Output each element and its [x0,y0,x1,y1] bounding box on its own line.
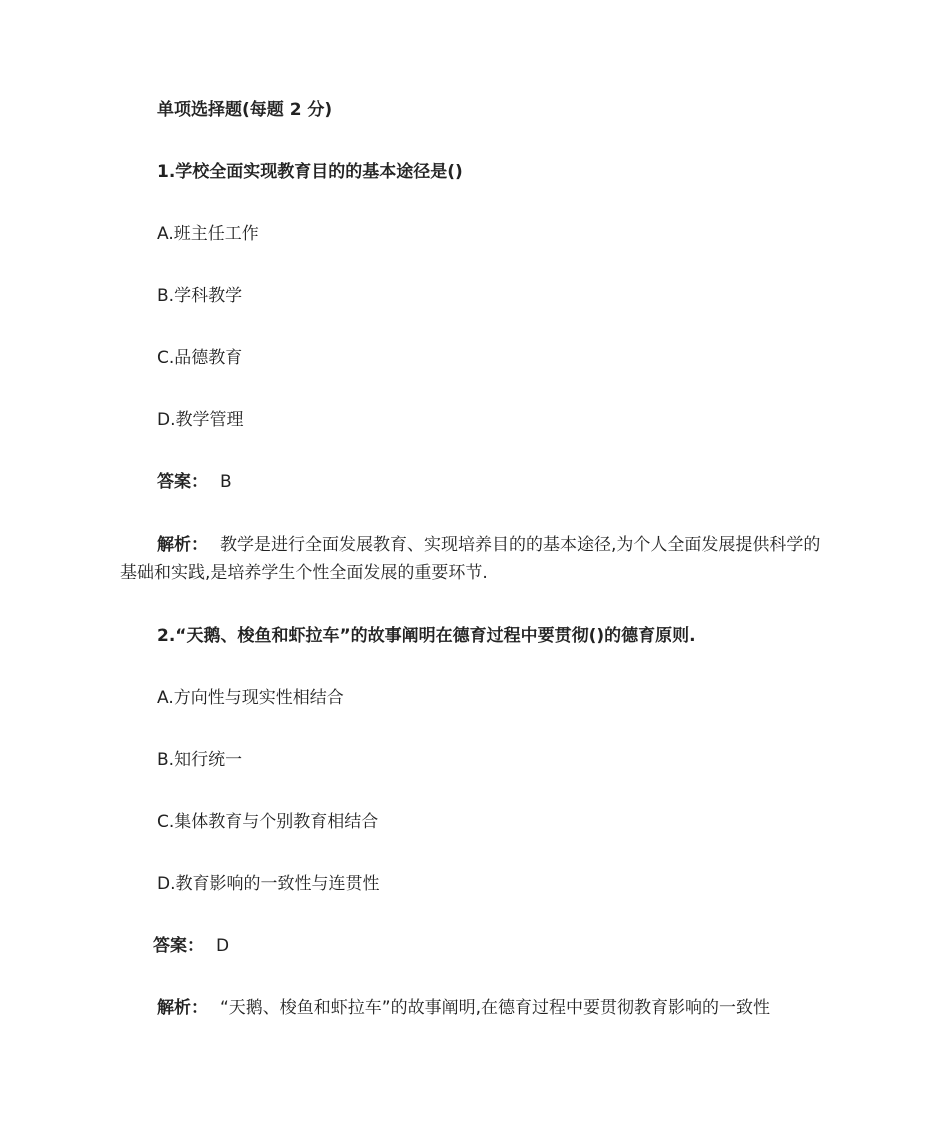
question-stem: 2.“天鹅、梭鱼和虾拉车”的故事阐明在德育过程中要贯彻()的德育原则. [157,626,696,646]
option-d: D.教学管理 [157,410,244,430]
answer-label: 答案： [153,936,204,956]
question-stem: 1.学校全面实现教育目的的基本途径是() [157,162,463,182]
answer-value: B [220,472,232,492]
option-c: C.集体教育与个别教育相结合 [157,812,379,832]
option-b: B.学科教学 [157,286,243,306]
answer-label: 答案： [157,472,208,492]
option-c: C.品德教育 [157,348,243,368]
option-a: A.班主任工作 [157,224,259,244]
analysis-text: 教学是进行全面发展教育、实现培养目的的基本途径,为个人全面发展提供科学的基础和实践,是培养学生个性全面发展的重要环节. [120,535,821,583]
option-a: A.方向性与现实性相结合 [157,688,344,708]
answer-line [157,470,232,494]
analysis-label: 解析： [157,998,208,1018]
answer-line [153,934,229,958]
analysis-label: 解析： [157,535,208,555]
option-d: D.教育影响的一致性与连贯性 [157,874,380,894]
analysis-line [157,996,770,1020]
answer-value: D [216,936,230,956]
analysis-paragraph [120,531,825,587]
analysis-text: “天鹅、梭鱼和虾拉车”的故事阐明,在德育过程中要贯彻教育影响的一致性 [220,998,771,1018]
section-title: 单项选择题(每题 2 分) [157,100,333,120]
option-b: B.知行统一 [157,750,243,770]
